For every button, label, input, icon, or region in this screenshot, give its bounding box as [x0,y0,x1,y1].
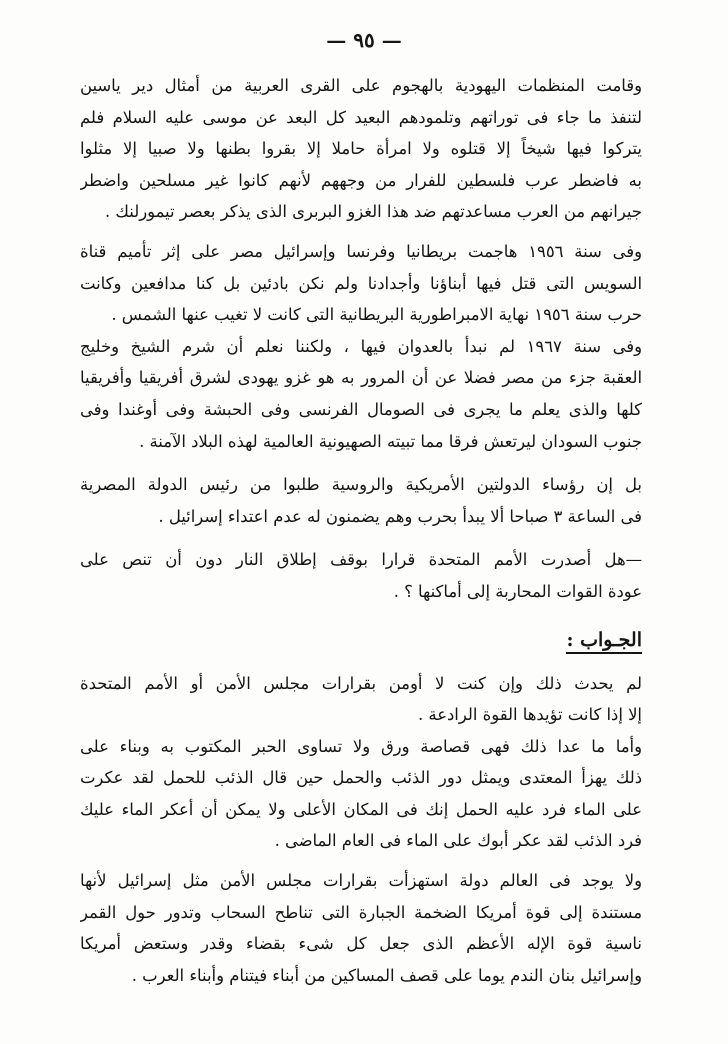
text-line: جنوب السودان ليرتعش فرقا مما تبيته الصهيونية العالمية لهذه البلاد الآمنة . [139,431,642,451]
paragraph-wolf-and-lamb [80,731,642,857]
page-number: — ٩٥ — [326,28,402,52]
text-line: بل إن رؤساء الدولتين الأمريكية والروسية طلبوا من رئيس الدولة المصرية [80,475,642,495]
text-line: يتركوا فيها شيخاً إلا قتلوه ولا امرأة حاملا إلا بقروا بطنها ولا صبيا إلا مثلوا [80,139,642,159]
text-line: كلها والذى يعلم ما يجرى فى الصومال الفرنسى وفى الحبشة وفى أوغندا وفى [80,399,642,419]
text-line: جيرانهم من العرب مساعدتهم ضد هذا الغزو البربرى الذى يذكر بعصر تيمورلنك . [105,202,642,222]
text-line: فرد الذئب لقد عكر أبوك على الماء فى العام الماضى . [274,831,642,851]
paragraph-security-council [80,865,642,991]
answer-heading-row [80,620,642,660]
text-line: مستندة إلى قوة أمريكا الضخمة الجبارة التى تناطح السحاب وتدور حول القمر [80,902,642,922]
text-line: —هل أصدرت الأمم المتحدة قرارا بوقف إطلاق النار دون أن تنص على [80,550,642,570]
text-line: عودة القوات المحاربة إلى أماكنها ؟ . [393,581,642,601]
text-line: فى الساعة ٣ صباحا ألا يبدأ بحرب وهم يضمنون له عدم اعتداء إسرائيل . [158,506,642,526]
text-line: العقبة جزء من مصر فضلا عن أن المرور به هو غزو يهودى لشرق أفريقيا وأفريقيا [80,368,642,388]
text-line: لتنفذ ما جاء فى توراتهم وتلمودهم البعيد كل البعد عن موسى عليه السلام فلم [80,107,642,127]
text-line: وفى سنة ١٩٥٦ هاجمت بريطانيا وفرنسا وإسرائيل مصر على إثر تأميم قناة [80,241,642,261]
text-line: وأما ما عدا ذلك فهى قصاصة ورق ولا تساوى الحبر المكتوب به وبناء على [80,736,642,756]
paragraph-heads-of-state [80,469,642,532]
text-line: ولا يوجد فى العالم دولة استهزأت بقرارات مجلس الأمن مثل إسرائيل لأنها [80,871,642,891]
text-line: وإسرائيل بنان الندم يوما على قصف المساكين من أبناء فيتنام وأبناء العرب . [131,965,642,985]
text-line: لم يحدث ذلك وإن كنت لا أومن بقرارات مجلس الأمن أو الأمم المتحدة [80,673,642,693]
text-line: ناسية قوة الإله الأعظم الذى جعل كل شىء بقضاء وقدر وستعض أمريكا [80,934,642,954]
text-line: حرب سنة ١٩٥٦ نهاية الامبراطورية البريطانية التى كانت لا تغيب عنها الشمس . [111,305,642,325]
answer-heading: الجـواب : [566,629,642,654]
text-line: به فاضطر عرب فلسطين للفرار من وجههم لأنهم كانوا غير مسلحين واضطر [80,170,642,190]
body-text [80,70,642,991]
text-line: إلا إذا كانت تؤيدها القوة الرادعة . [418,705,642,725]
text-line: على الماء فرد عليه الحمل إنك فى المكان الأعلى ولا يمكن أن أعكر الماء عليك [80,799,642,819]
text-line: وفى سنة ١٩٦٧ لم نبدأ بالعدوان فيها ، ولكننا نعلم أن شرم الشيخ وخليج [80,336,642,356]
paragraph-deir-yassin [80,70,642,228]
paragraph-1967 [80,331,642,457]
text-line: ذلك يهزأ المعتدى ويمثل دور الذئب والحمل حين قال الذئب للحمل لقد عكرت [80,768,642,788]
paragraph-question [80,544,642,607]
paragraph-1956 [80,236,642,331]
text-line: السويس التى قتل فيها أبناؤنا وأجدادنا ولم نكن بادئين بل كنا مدافعين وكانت [80,273,642,293]
text-line: وقامت المنظمات اليهودية بالهجوم على القرى العربية من أمثال دير ياسين [80,76,642,95]
paragraph-answer [80,668,642,731]
